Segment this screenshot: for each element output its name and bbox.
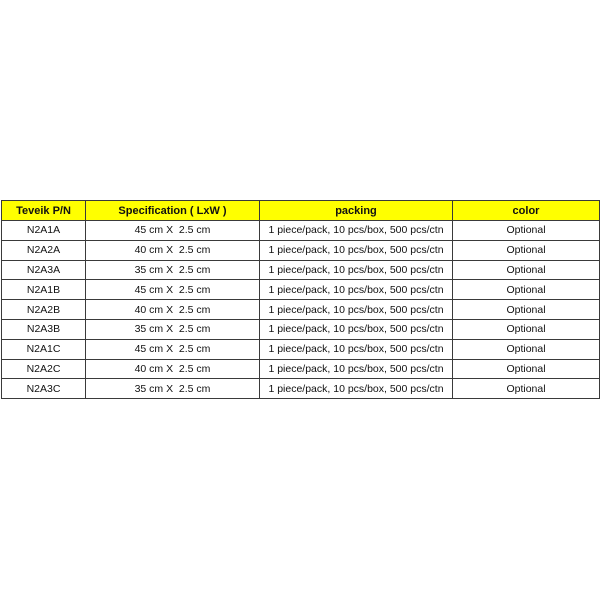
cell-part-number-text: N2A3C bbox=[26, 382, 61, 395]
cell-part-number bbox=[2, 339, 86, 359]
table-row bbox=[2, 339, 600, 359]
cell-color bbox=[453, 300, 600, 320]
table-row bbox=[2, 221, 600, 241]
cell-specification bbox=[86, 379, 260, 399]
cell-packing-text: 1 piece/pack, 10 pcs/box, 500 pcs/ctn bbox=[268, 283, 444, 296]
cell-color-text: Optional bbox=[506, 323, 546, 336]
cell-part-number-text: N2A2B bbox=[26, 303, 61, 316]
cell-packing-text: 1 piece/pack, 10 pcs/box, 500 pcs/ctn bbox=[268, 303, 444, 316]
table-row bbox=[2, 240, 600, 260]
cell-packing bbox=[260, 300, 453, 320]
cell-packing-text: 1 piece/pack, 10 pcs/box, 500 pcs/ctn bbox=[268, 263, 444, 276]
table-row bbox=[2, 280, 600, 300]
cell-packing bbox=[260, 319, 453, 339]
cell-color-text: Optional bbox=[506, 224, 546, 237]
cell-packing-text: 1 piece/pack, 10 pcs/box, 500 pcs/ctn bbox=[268, 362, 444, 375]
cell-part-number-text: N2A3A bbox=[26, 263, 61, 276]
cell-packing bbox=[260, 280, 453, 300]
cell-specification bbox=[86, 280, 260, 300]
cell-specification-text: 45 cm X 2.5 cm bbox=[134, 283, 211, 296]
cell-color-text: Optional bbox=[506, 263, 546, 276]
cell-specification bbox=[86, 240, 260, 260]
cell-specification bbox=[86, 221, 260, 241]
cell-part-number-text: N2A1A bbox=[26, 224, 61, 237]
cell-color-text: Optional bbox=[506, 343, 546, 356]
cell-packing bbox=[260, 221, 453, 241]
cell-specification-text: 35 cm X 2.5 cm bbox=[134, 382, 211, 395]
cell-part-number bbox=[2, 319, 86, 339]
cell-packing-text: 1 piece/pack, 10 pcs/box, 500 pcs/ctn bbox=[268, 224, 444, 237]
cell-part-number-text: N2A3B bbox=[26, 323, 61, 336]
table-row bbox=[2, 379, 600, 399]
cell-color bbox=[453, 339, 600, 359]
cell-specification bbox=[86, 339, 260, 359]
cell-part-number bbox=[2, 240, 86, 260]
cell-color-text: Optional bbox=[506, 382, 546, 395]
cell-specification bbox=[86, 300, 260, 320]
table-row bbox=[2, 300, 600, 320]
cell-color bbox=[453, 359, 600, 379]
cell-part-number bbox=[2, 221, 86, 241]
cell-specification bbox=[86, 319, 260, 339]
cell-part-number bbox=[2, 379, 86, 399]
table-header-row bbox=[2, 201, 600, 221]
cell-part-number-text: N2A2C bbox=[26, 362, 61, 375]
cell-specification-text: 35 cm X 2.5 cm bbox=[134, 263, 211, 276]
cell-packing-text: 1 piece/pack, 10 pcs/box, 500 pcs/ctn bbox=[268, 244, 444, 257]
cell-packing-text: 1 piece/pack, 10 pcs/box, 500 pcs/ctn bbox=[268, 343, 444, 356]
cell-packing bbox=[260, 260, 453, 280]
cell-color-text: Optional bbox=[506, 303, 546, 316]
cell-specification-text: 40 cm X 2.5 cm bbox=[134, 244, 211, 257]
cell-specification-text: 40 cm X 2.5 cm bbox=[134, 362, 211, 375]
header-part-number: Teveik P/N bbox=[2, 201, 86, 221]
cell-specification bbox=[86, 260, 260, 280]
cell-specification-text: 45 cm X 2.5 cm bbox=[134, 224, 211, 237]
cell-packing bbox=[260, 379, 453, 399]
cell-color-text: Optional bbox=[506, 362, 546, 375]
cell-color bbox=[453, 221, 600, 241]
cell-part-number-text: N2A1B bbox=[26, 283, 61, 296]
cell-part-number bbox=[2, 280, 86, 300]
product-spec-table bbox=[1, 200, 600, 399]
cell-part-number bbox=[2, 359, 86, 379]
cell-color bbox=[453, 280, 600, 300]
cell-specification-text: 35 cm X 2.5 cm bbox=[134, 323, 211, 336]
cell-color bbox=[453, 240, 600, 260]
cell-specification bbox=[86, 359, 260, 379]
cell-color bbox=[453, 319, 600, 339]
table-row bbox=[2, 319, 600, 339]
header-packing: packing bbox=[260, 201, 453, 221]
header-specification: Specification ( LxW ) bbox=[86, 201, 260, 221]
cell-color bbox=[453, 260, 600, 280]
cell-packing-text: 1 piece/pack, 10 pcs/box, 500 pcs/ctn bbox=[268, 382, 444, 395]
cell-specification-text: 40 cm X 2.5 cm bbox=[134, 303, 211, 316]
cell-part-number-text: N2A2A bbox=[26, 244, 61, 257]
table-body bbox=[2, 221, 600, 399]
cell-packing bbox=[260, 359, 453, 379]
cell-color-text: Optional bbox=[506, 244, 546, 257]
cell-part-number bbox=[2, 300, 86, 320]
cell-color-text: Optional bbox=[506, 283, 546, 296]
table-row bbox=[2, 359, 600, 379]
header-color: color bbox=[453, 201, 600, 221]
cell-specification-text: 45 cm X 2.5 cm bbox=[134, 343, 211, 356]
cell-packing bbox=[260, 339, 453, 359]
cell-part-number-text: N2A1C bbox=[26, 343, 61, 356]
cell-part-number bbox=[2, 260, 86, 280]
cell-color bbox=[453, 379, 600, 399]
table-row bbox=[2, 260, 600, 280]
cell-packing bbox=[260, 240, 453, 260]
cell-packing-text: 1 piece/pack, 10 pcs/box, 500 pcs/ctn bbox=[268, 323, 444, 336]
